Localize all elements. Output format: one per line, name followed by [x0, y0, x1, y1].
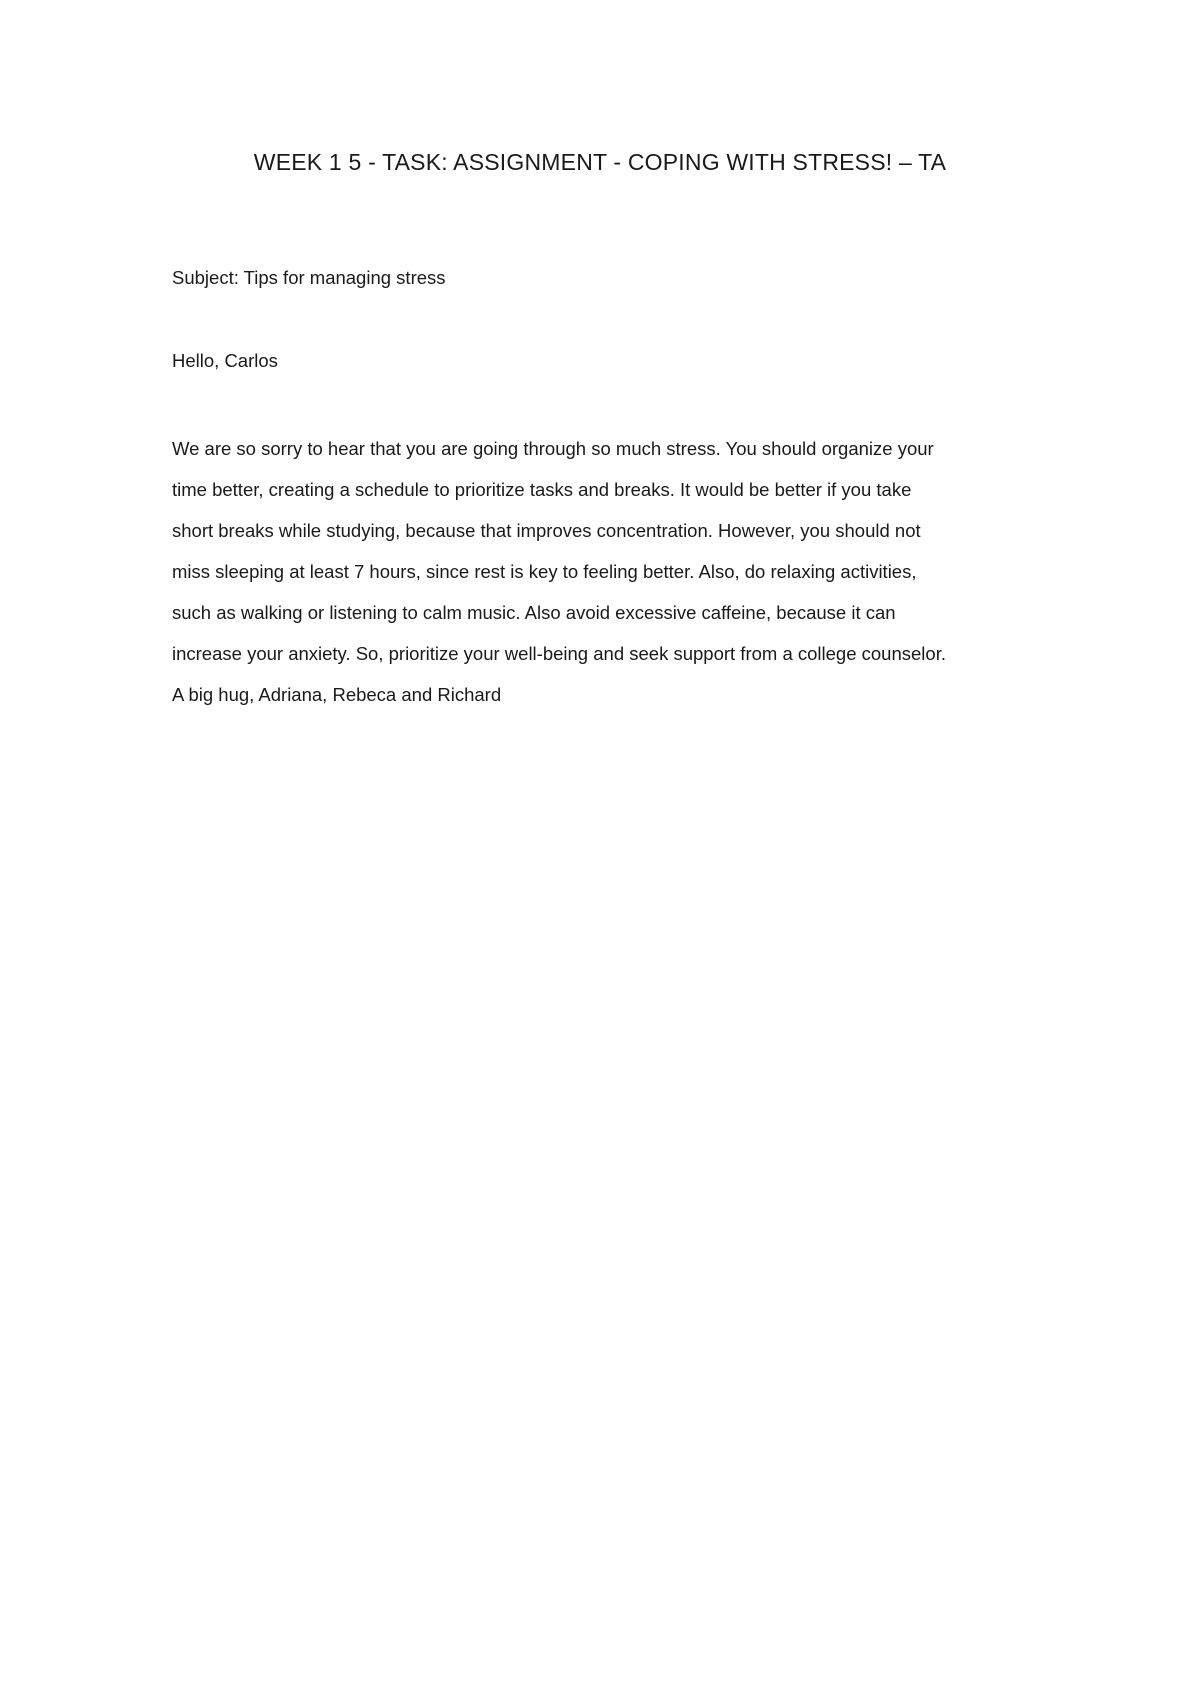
body-line: increase your anxiety. So, prioritize your well-being and seek support from a college counselor. — [172, 643, 946, 664]
body-line: time better, creating a schedule to prioritize tasks and breaks. It would be better if you take — [172, 479, 912, 500]
email-body — [172, 428, 1052, 715]
body-line: We are so sorry to hear that you are going through so much stress. You should organize your — [172, 438, 934, 459]
body-line: such as walking or listening to calm music. Also avoid excessive caffeine, because it can — [172, 602, 896, 623]
document-title: WEEK 1 5 - TASK: ASSIGNMENT - COPING WITH STRESS! – TA — [253, 149, 947, 175]
email-greeting: Hello, Carlos — [172, 350, 278, 371]
body-line: short breaks while studying, because that improves concentration. However, you should not — [172, 520, 921, 541]
email-signoff: A big hug, Adriana, Rebeca and Richard — [172, 684, 502, 705]
email-subject: Subject: Tips for managing stress — [172, 267, 446, 288]
body-line: miss sleeping at least 7 hours, since rest is key to feeling better. Also, do relaxing activities, — [172, 561, 917, 582]
